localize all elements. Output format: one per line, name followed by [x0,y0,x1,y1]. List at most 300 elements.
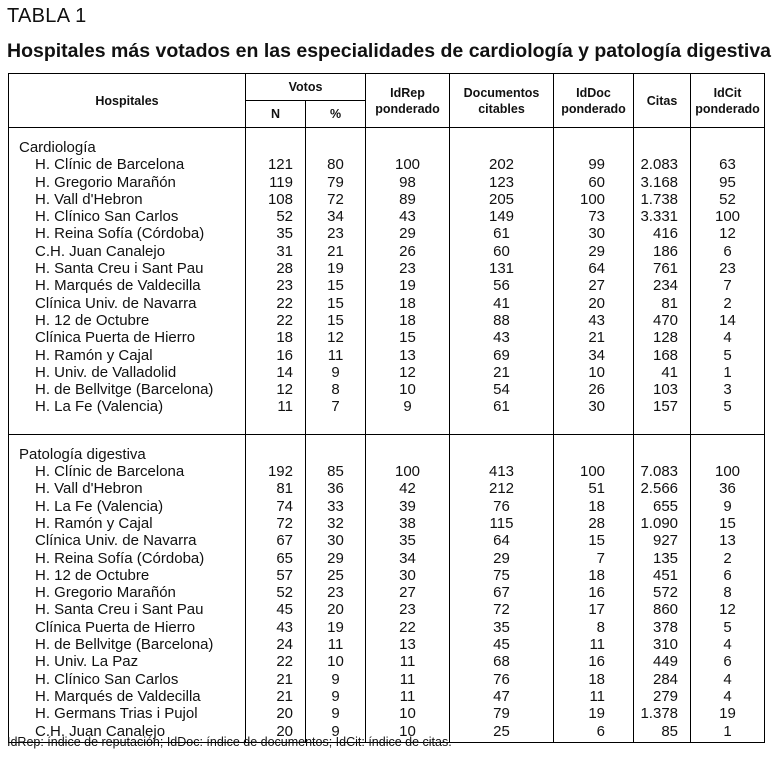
citas-value: 2.083 [634,156,691,173]
documentos-value: 56 [450,277,554,294]
votos-n-value: 45 [246,601,306,618]
hospital-name: H. Univ. de Valladolid [35,363,177,381]
documentos-value: 64 [450,532,554,549]
votos-pct-value: 15 [306,277,366,294]
header-votos: Votos [246,74,366,101]
votos-pct-value: 30 [306,532,366,549]
citas-value: 310 [634,636,691,653]
votos-n-value: 21 [246,671,306,688]
iddoc-value: 100 [554,463,634,480]
header-idcit [691,74,765,128]
votos-n-value: 20 [246,705,306,722]
idcit-value: 5 [691,619,765,636]
table-row [9,653,765,670]
citas-value: 157 [634,398,691,415]
documentos-value: 413 [450,463,554,480]
header-documentos-line1: Documentos [463,85,540,100]
votos-n-value: 12 [246,381,306,398]
documentos-value: 21 [450,364,554,381]
documentos-value: 41 [450,295,554,312]
hospital-name: H. Santa Creu i Sant Pau [35,601,204,619]
header-pct: % [306,101,366,128]
idrep-value: 10 [366,705,450,722]
table-body [9,128,765,743]
votos-n-value: 22 [246,312,306,329]
documentos-value: 69 [450,347,554,364]
idrep-value: 98 [366,174,450,191]
citas-value: 81 [634,295,691,312]
idcit-value: 4 [691,671,765,688]
iddoc-value: 43 [554,312,634,329]
idrep-value: 26 [366,243,450,260]
hospital-name: H. Reina Sofía (Córdoba) [35,549,205,567]
iddoc-value: 11 [554,688,634,705]
iddoc-value: 27 [554,277,634,294]
idcit-value: 36 [691,480,765,497]
citas-value: 284 [634,671,691,688]
idrep-value: 100 [366,156,450,173]
header-idcit-line2: ponderado [695,101,760,116]
section-row [9,446,765,463]
idrep-value: 43 [366,208,450,225]
votos-pct-value: 11 [306,347,366,364]
citas-value: 135 [634,550,691,567]
documentos-value: 131 [450,260,554,277]
votos-n-value: 52 [246,584,306,601]
hospital-name: H. Santa Creu i Sant Pau [35,260,204,278]
hospital-name: H. La Fe (Valencia) [35,398,164,416]
votos-pct-value: 20 [306,601,366,618]
idrep-value: 18 [366,295,450,312]
hospital-name: H. 12 de Octubre [35,566,150,584]
idcit-value: 6 [691,243,765,260]
idrep-value: 10 [366,381,450,398]
documentos-value: 76 [450,498,554,515]
iddoc-value: 19 [554,705,634,722]
idcit-value: 9 [691,498,765,515]
votos-n-value: 57 [246,567,306,584]
idrep-value: 42 [366,480,450,497]
documentos-value: 72 [450,601,554,618]
votos-n-value: 72 [246,515,306,532]
idrep-value: 34 [366,550,450,567]
hospital-name: H. Clínico San Carlos [35,670,179,688]
idrep-value: 18 [366,312,450,329]
idrep-value: 15 [366,329,450,346]
citas-value: 470 [634,312,691,329]
iddoc-value: 64 [554,260,634,277]
hospital-ranking-table [8,73,765,743]
votos-pct-value: 36 [306,480,366,497]
table-row [9,567,765,584]
table-row [9,381,765,398]
table-row [9,550,765,567]
spacer-row [9,128,765,140]
citas-value: 3.331 [634,208,691,225]
idcit-value: 1 [691,723,765,740]
iddoc-value: 60 [554,174,634,191]
votos-n-value: 18 [246,329,306,346]
idrep-value: 30 [366,567,450,584]
documentos-value: 60 [450,243,554,260]
iddoc-value: 99 [554,156,634,173]
votos-pct-value: 23 [306,225,366,242]
iddoc-value: 7 [554,550,634,567]
header-iddoc-line1: IdDoc [576,85,611,100]
citas-value: 1.378 [634,705,691,722]
iddoc-value: 6 [554,723,634,740]
hospital-name: H. Marqués de Valdecilla [35,277,201,295]
documentos-value: 35 [450,619,554,636]
header-iddoc [554,74,634,128]
votos-n-value: 11 [246,398,306,415]
votos-pct-value: 72 [306,191,366,208]
table-row [9,498,765,515]
header-idrep-line1: IdRep [390,85,425,100]
idcit-value: 4 [691,329,765,346]
table-row [9,243,765,260]
table-row [9,174,765,191]
citas-value: 2.566 [634,480,691,497]
hospital-name: H. de Bellvitge (Barcelona) [35,381,214,399]
idrep-value: 13 [366,347,450,364]
hospital-name: Clínica Univ. de Navarra [35,294,197,312]
table-row [9,463,765,480]
table-row [9,191,765,208]
iddoc-value: 73 [554,208,634,225]
votos-pct-value: 21 [306,243,366,260]
votos-pct-value: 80 [306,156,366,173]
header-iddoc-line2: ponderado [561,101,626,116]
table-row [9,636,765,653]
idcit-value: 100 [691,463,765,480]
table-row [9,619,765,636]
header-documentos-line2: citables [478,101,525,116]
votos-n-value: 22 [246,295,306,312]
idcit-value: 13 [691,532,765,549]
documentos-value: 43 [450,329,554,346]
table-row [9,347,765,364]
votos-pct-value: 79 [306,174,366,191]
idcit-value: 19 [691,705,765,722]
votos-pct-value: 29 [306,550,366,567]
idcit-value: 5 [691,398,765,415]
header-idrep [366,74,450,128]
iddoc-value: 34 [554,347,634,364]
footnote: IdRep: índice de reputación; IdDoc: índice de documentos; IdCit: índice de citas. [7,735,452,749]
iddoc-value: 16 [554,584,634,601]
idcit-value: 4 [691,688,765,705]
votos-pct-value: 15 [306,312,366,329]
citas-value: 860 [634,601,691,618]
idrep-value: 11 [366,671,450,688]
iddoc-value: 16 [554,653,634,670]
documentos-value: 47 [450,688,554,705]
votos-pct-value: 9 [306,364,366,381]
idcit-value: 52 [691,191,765,208]
hospital-name: H. La Fe (Valencia) [35,497,164,515]
idrep-value: 29 [366,225,450,242]
documentos-value: 149 [450,208,554,225]
idrep-value: 11 [366,653,450,670]
votos-n-value: 192 [246,463,306,480]
votos-n-value: 65 [246,550,306,567]
citas-value: 103 [634,381,691,398]
idcit-value: 23 [691,260,765,277]
citas-value: 1.738 [634,191,691,208]
table-row [9,671,765,688]
votos-n-value: 14 [246,364,306,381]
iddoc-value: 10 [554,364,634,381]
table-row [9,260,765,277]
hospital-name: H. Clínic de Barcelona [35,463,185,481]
citas-value: 279 [634,688,691,705]
table-row [9,705,765,722]
votos-pct-value: 12 [306,329,366,346]
citas-value: 655 [634,498,691,515]
header-documentos [450,74,554,128]
votos-pct-value: 9 [306,723,366,740]
documentos-value: 29 [450,550,554,567]
idrep-value: 9 [366,398,450,415]
table-row [9,225,765,242]
table-row [9,688,765,705]
votos-n-value: 108 [246,191,306,208]
idcit-value: 12 [691,225,765,242]
votos-n-value: 43 [246,619,306,636]
table-row [9,295,765,312]
votos-pct-value: 7 [306,398,366,415]
idrep-value: 11 [366,688,450,705]
votos-pct-value: 25 [306,567,366,584]
documentos-value: 115 [450,515,554,532]
votos-pct-value: 9 [306,688,366,705]
section-title: Cardiología [19,139,96,156]
idcit-value: 14 [691,312,765,329]
votos-n-value: 21 [246,688,306,705]
citas-value: 85 [634,723,691,740]
citas-value: 1.090 [634,515,691,532]
votos-n-value: 81 [246,480,306,497]
votos-pct-value: 23 [306,584,366,601]
votos-pct-value: 34 [306,208,366,225]
hospital-name: H. Marqués de Valdecilla [35,687,201,705]
hospital-name: H. Reina Sofía (Córdoba) [35,225,205,243]
idrep-value: 27 [366,584,450,601]
table-row [9,480,765,497]
citas-value: 449 [634,653,691,670]
hospital-name: H. Clínico San Carlos [35,208,179,226]
section-end-row [9,416,765,435]
idcit-value: 2 [691,550,765,567]
citas-value: 3.168 [634,174,691,191]
header-idrep-line2: ponderado [375,101,440,116]
table-row [9,532,765,549]
header-idcit-line1: IdCit [713,85,742,100]
documentos-value: 76 [450,671,554,688]
idcit-value: 6 [691,653,765,670]
idrep-value: 22 [366,619,450,636]
idrep-value: 23 [366,601,450,618]
table-row [9,156,765,173]
idcit-value: 12 [691,601,765,618]
iddoc-value: 26 [554,381,634,398]
votos-n-value: 16 [246,347,306,364]
citas-value: 41 [634,364,691,381]
spacer-row [9,434,765,446]
votos-pct-value: 11 [306,636,366,653]
votos-n-value: 20 [246,723,306,740]
iddoc-value: 51 [554,480,634,497]
iddoc-value: 30 [554,225,634,242]
hospital-name: H. de Bellvitge (Barcelona) [35,636,214,654]
idrep-value: 38 [366,515,450,532]
documentos-value: 25 [450,723,554,740]
citas-value: 378 [634,619,691,636]
iddoc-value: 21 [554,329,634,346]
idcit-value: 63 [691,156,765,173]
documentos-value: 123 [450,174,554,191]
documentos-value: 67 [450,584,554,601]
iddoc-value: 8 [554,619,634,636]
votos-pct-value: 15 [306,295,366,312]
documentos-value: 45 [450,636,554,653]
hospital-name: H. Vall d'Hebron [35,480,143,498]
hospital-name: H. Gregorio Marañón [35,173,176,191]
table-row [9,584,765,601]
table-row [9,208,765,225]
hospital-name: Clínica Univ. de Navarra [35,532,197,550]
documentos-value: 212 [450,480,554,497]
votos-n-value: 22 [246,653,306,670]
idrep-value: 19 [366,277,450,294]
section-title: Patología digestiva [19,445,146,463]
votos-pct-value: 33 [306,498,366,515]
votos-pct-value: 19 [306,260,366,277]
hospital-name: Clínica Puerta de Hierro [35,618,196,636]
votos-pct-value: 32 [306,515,366,532]
documentos-value: 61 [450,398,554,415]
iddoc-value: 18 [554,567,634,584]
table-row [9,277,765,294]
citas-value: 234 [634,277,691,294]
iddoc-value: 11 [554,636,634,653]
citas-value: 168 [634,347,691,364]
table-row [9,329,765,346]
hospital-name: H. Ramón y Cajal [35,346,153,364]
idcit-value: 5 [691,347,765,364]
idcit-value: 1 [691,364,765,381]
documentos-value: 54 [450,381,554,398]
table-row [9,398,765,415]
idrep-value: 13 [366,636,450,653]
votos-n-value: 31 [246,243,306,260]
citas-value: 451 [634,567,691,584]
iddoc-value: 15 [554,532,634,549]
documentos-value: 88 [450,312,554,329]
iddoc-value: 30 [554,398,634,415]
idcit-value: 100 [691,208,765,225]
hospital-name: H. 12 de Octubre [35,311,150,329]
votos-n-value: 121 [246,156,306,173]
votos-pct-value: 9 [306,705,366,722]
votos-pct-value: 10 [306,653,366,670]
table-row [9,601,765,618]
citas-value: 416 [634,225,691,242]
documentos-value: 205 [450,191,554,208]
table-row [9,312,765,329]
votos-n-value: 23 [246,277,306,294]
iddoc-value: 17 [554,601,634,618]
hospital-name: H. Ramón y Cajal [35,514,153,532]
votos-n-value: 52 [246,208,306,225]
documentos-value: 61 [450,225,554,242]
hospital-name: H. Gregorio Marañón [35,584,176,602]
idrep-value: 100 [366,463,450,480]
idcit-value: 95 [691,174,765,191]
votos-pct-value: 85 [306,463,366,480]
citas-value: 7.083 [634,463,691,480]
header-citas: Citas [634,74,691,128]
idcit-value: 4 [691,636,765,653]
iddoc-value: 100 [554,191,634,208]
idrep-value: 39 [366,498,450,515]
hospital-name: Clínica Puerta de Hierro [35,329,196,347]
citas-value: 761 [634,260,691,277]
hospital-name: C.H. Juan Canalejo [35,722,166,740]
citas-value: 128 [634,329,691,346]
hospital-name: C.H. Juan Canalejo [35,242,166,260]
idcit-value: 15 [691,515,765,532]
citas-value: 186 [634,243,691,260]
section-row [9,139,765,156]
hospital-name: H. Univ. La Paz [35,653,139,671]
iddoc-value: 18 [554,498,634,515]
votos-n-value: 28 [246,260,306,277]
iddoc-value: 18 [554,671,634,688]
hospital-name: H. Vall d'Hebron [35,190,143,208]
header-n: N [246,101,306,128]
documentos-value: 79 [450,705,554,722]
header-hospitales: Hospitales [9,74,246,128]
iddoc-value: 29 [554,243,634,260]
iddoc-value: 28 [554,515,634,532]
documentos-value: 75 [450,567,554,584]
citas-value: 927 [634,532,691,549]
votos-n-value: 35 [246,225,306,242]
votos-pct-value: 8 [306,381,366,398]
votos-n-value: 24 [246,636,306,653]
idrep-value: 10 [366,723,450,740]
idrep-value: 23 [366,260,450,277]
table-label: TABLA 1 [7,5,87,27]
idrep-value: 89 [366,191,450,208]
votos-n-value: 74 [246,498,306,515]
hospital-name: H. Germans Trias i Pujol [35,705,198,723]
idcit-value: 8 [691,584,765,601]
citas-value: 572 [634,584,691,601]
documentos-value: 68 [450,653,554,670]
idrep-value: 12 [366,364,450,381]
table-row [9,364,765,381]
documentos-value: 202 [450,156,554,173]
iddoc-value: 20 [554,295,634,312]
idcit-value: 7 [691,277,765,294]
idcit-value: 6 [691,567,765,584]
votos-pct-value: 9 [306,671,366,688]
table-row [9,515,765,532]
idrep-value: 35 [366,532,450,549]
